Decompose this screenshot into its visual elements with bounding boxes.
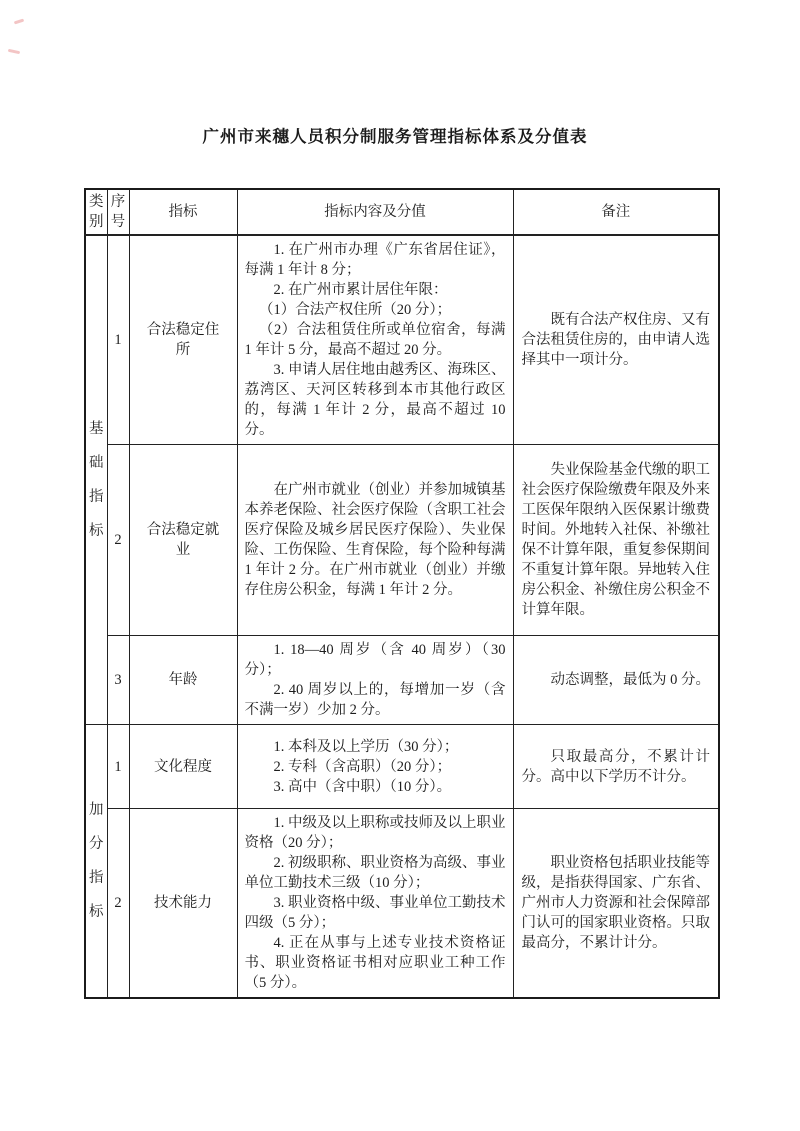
page-title: 广州市来穗人员积分制服务管理指标体系及分值表 — [202, 127, 588, 146]
remark — [513, 636, 719, 725]
remark — [513, 235, 719, 445]
table-body — [85, 235, 719, 998]
indicator-name: 合法稳定住所 — [129, 235, 237, 445]
table-row — [85, 725, 719, 809]
row-number: 3 — [107, 636, 129, 725]
header-number: 序号 — [107, 189, 129, 235]
content-paragraph: 2. 在广州市累计居住年限： — [273, 282, 448, 298]
header-content: 指标内容及分值 — [237, 189, 513, 235]
header-category: 类别 — [85, 189, 107, 235]
indicator-name: 合法稳定就业 — [129, 445, 237, 636]
remark-paragraph: 动态调整，最低为 0 分。 — [550, 672, 710, 688]
content-paragraph: 在广州市就业（创业）并参加城镇基本养老保险、社会医疗保险（含职工社会医疗保险及城乡居民医疗保险）、失业保险、工伤保险、生育保险，每个险种每满 1 年计 2 分。在广州市就业（创业）并缴存住房公积金，每满 1 年计 2 分。 — [244, 482, 506, 598]
content-paragraph: 3. 职业资格中级、事业单位工勤技术四级（5 分）； — [244, 895, 506, 931]
content-paragraph: 1. 中级及以上职称或技师及以上职业资格（20 分）； — [244, 815, 506, 851]
row-number: 1 — [107, 235, 129, 445]
table-row — [85, 445, 719, 636]
indicator-table-container — [84, 188, 718, 999]
content-paragraph: 1. 18—40 周岁（含 40 周岁）（30 分）； — [244, 642, 506, 678]
table-row — [85, 636, 719, 725]
content-paragraph: 1. 本科及以上学历（30 分）； — [273, 738, 459, 755]
indicator-name: 文化程度 — [129, 725, 237, 809]
indicator-content — [237, 725, 513, 809]
remark-paragraph: 既有合法产权住房、又有合法租赁住房的，由申请人选择其中一项计分。 — [521, 312, 710, 368]
content-paragraph: 2. 专科（含高职）（20 分）； — [273, 758, 452, 775]
indicator-name: 技术能力 — [129, 809, 237, 999]
category-label: 加分指标 — [89, 802, 104, 920]
indicator-name: 年龄 — [129, 636, 237, 725]
category-label: 基础指标 — [89, 421, 104, 539]
header-row — [85, 189, 719, 235]
row-number: 2 — [107, 809, 129, 999]
remark — [513, 725, 719, 809]
remark-paragraph: 失业保险基金代缴的职工社会医疗保险缴费年限及外来工医保年限纳入医保累计缴费时间。外地转入社保、补缴社保不计算年限，重复参保期间不重复计算年限。异地转入住房公积金、补缴住房公积金不计算年限。 — [521, 462, 710, 618]
remark-paragraph: 只取最高分，不累计计分。高中以下学历不计分。 — [521, 748, 710, 785]
row-number: 1 — [107, 725, 129, 809]
header-remark: 备注 — [513, 189, 719, 235]
red-pen-mark — [14, 19, 24, 25]
content-paragraph: 3. 申请人居住地由越秀区、海珠区、荔湾区、天河区转移到本市其他行政区的，每满 1 年计 2 分，最高不超过 10 分。 — [244, 362, 506, 438]
header-indicator: 指标 — [129, 189, 237, 235]
content-paragraph: （2）合法租赁住所或单位宿舍，每满 1 年计 5 分，最高不超过 20 分。 — [244, 322, 506, 358]
content-paragraph: 2. 40 周岁以上的，每增加一岁（含不满一岁）少加 2 分。 — [244, 682, 506, 718]
row-number: 2 — [107, 445, 129, 636]
category-cell — [85, 235, 107, 725]
indicator-content — [237, 445, 513, 636]
content-paragraph: 2. 初级职称、职业资格为高级、事业单位工勤技术三级（10 分）； — [244, 855, 506, 891]
remark-paragraph: 职业资格包括职业技能等级，是指获得国家、广东省、广州市人力资源和社会保障部门认可的国家职业资格。只取最高分，不累计计分。 — [521, 855, 710, 951]
content-paragraph: 3. 高中（含中职）（10 分）。 — [273, 778, 452, 795]
table-row — [85, 235, 719, 445]
indicator-content — [237, 809, 513, 999]
red-pen-mark — [8, 49, 20, 54]
content-paragraph: 4. 正在从事与上述专业技术资格证书、职业资格证书相对应职业工种工作（5 分）。 — [244, 935, 506, 991]
content-paragraph: 1. 在广州市办理《广东省居住证》，每满 1 年计 8 分； — [244, 242, 506, 278]
remark — [513, 445, 719, 636]
indicator-content — [237, 235, 513, 445]
category-cell — [85, 725, 107, 999]
content-paragraph: （1）合法产权住所（20 分）； — [259, 302, 452, 318]
remark — [513, 809, 719, 999]
indicator-table — [84, 188, 720, 999]
indicator-content — [237, 636, 513, 725]
table-row — [85, 809, 719, 999]
